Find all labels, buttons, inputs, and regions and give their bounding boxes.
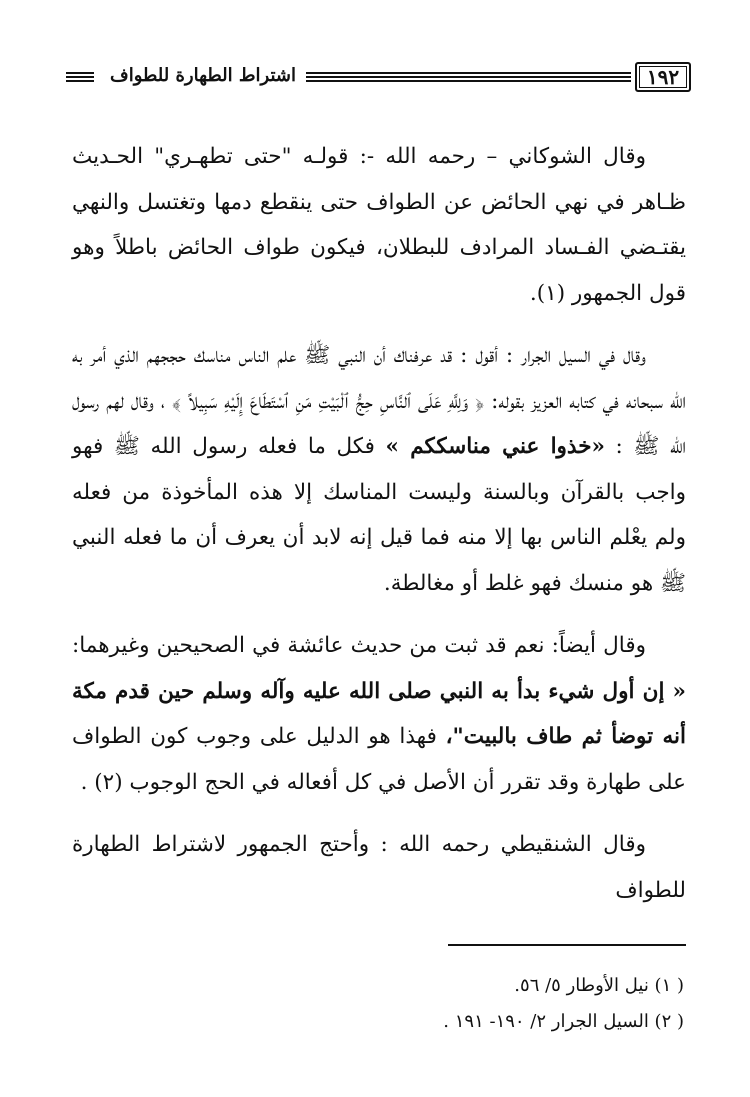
paragraph-3-text-a: وقال أيضاً: نعم قد ثبت من حديث عائشة في الصحيحين وغيرهما: [72,633,646,658]
paragraph-2-text-a: وقال في السيل الجرار : أقول : قد عرفناك أن النبي ﷺ علم الناس مناسك حججهم الذي أمر به الله سبحانه في كتابه العزيز بقوله: ﴿ وَلِلَّهِ عَلَى ٱلنَّاسِ حِجُّ ٱلْبَيْتِ مَنِ ٱسْتَطَاعَ إِلَيْهِ سَبِيلاً ﴾ ، وقال لهم رسول الله ﷺ : [72,343,687,459]
header-rule-long [306,72,631,83]
paragraph-3 [72,623,686,805]
footnotes [64,968,684,1040]
page-header [66,62,691,96]
footnote-1: ( ١) نيل الأوطار ٥/ ٥٦. [514,975,684,996]
paragraph-1-text: وقال الشوكاني – رحمه الله -: قولـه "حتى تطهـري" الحـديث ظـاهر في نهي الحائض عن الطواف حتى ينقطع دمها وتغتسل والنهي يقتـضي الفـساد المرادف للبطلان، فيكون طواف الحائض باطلاً وهو قول الجمهور (١). [72,144,686,306]
hadith-quote-2: « إن أول شيء بدأ به النبي صلى الله عليه وآله وسلم حين قدم مكة أنه توضأ ثم طاف بالبيت"، [72,678,686,749]
page-number: ١٩٢ [646,65,680,89]
header-title: اشتراط الطهارة للطواف [110,65,296,86]
paragraph-2 [72,333,686,606]
footnote-divider [448,944,686,946]
page-number-box [635,62,691,92]
paragraph-3-text-b: فهذا هو الدليل على وجوب كون الطواف على طهارة وقد تقرر أن الأصل في كل أفعاله في الحج الوجوب (٢) . [72,724,686,795]
body-text [72,134,686,930]
header-rule-short [66,72,94,83]
paragraph-4 [72,822,686,913]
paragraph-2-text-b: فكل ما فعله رسول الله ﷺ فهو واجب بالقرآن وبالسنة وليست المناسك إلا هذه المأخوذة من فعله ولم يعْلم الناس بها إلا منه فما قيل إنه لابد أن يعرف أن ما فعله النبي ﷺ هو منسك فهو غلط أو مغالطة. [72,434,686,596]
paragraph-1 [72,134,686,316]
paragraph-4-text: وقال الشنقيطي رحمه الله : وأحتج الجمهور لاشتراط الطهارة للطواف [72,832,686,903]
footnote-2: ( ٢) السيل الجرار ٢/ ١٩٠- ١٩١ . [443,1011,684,1032]
hadith-quote-1: «خذوا عني مناسككم » [385,434,605,459]
